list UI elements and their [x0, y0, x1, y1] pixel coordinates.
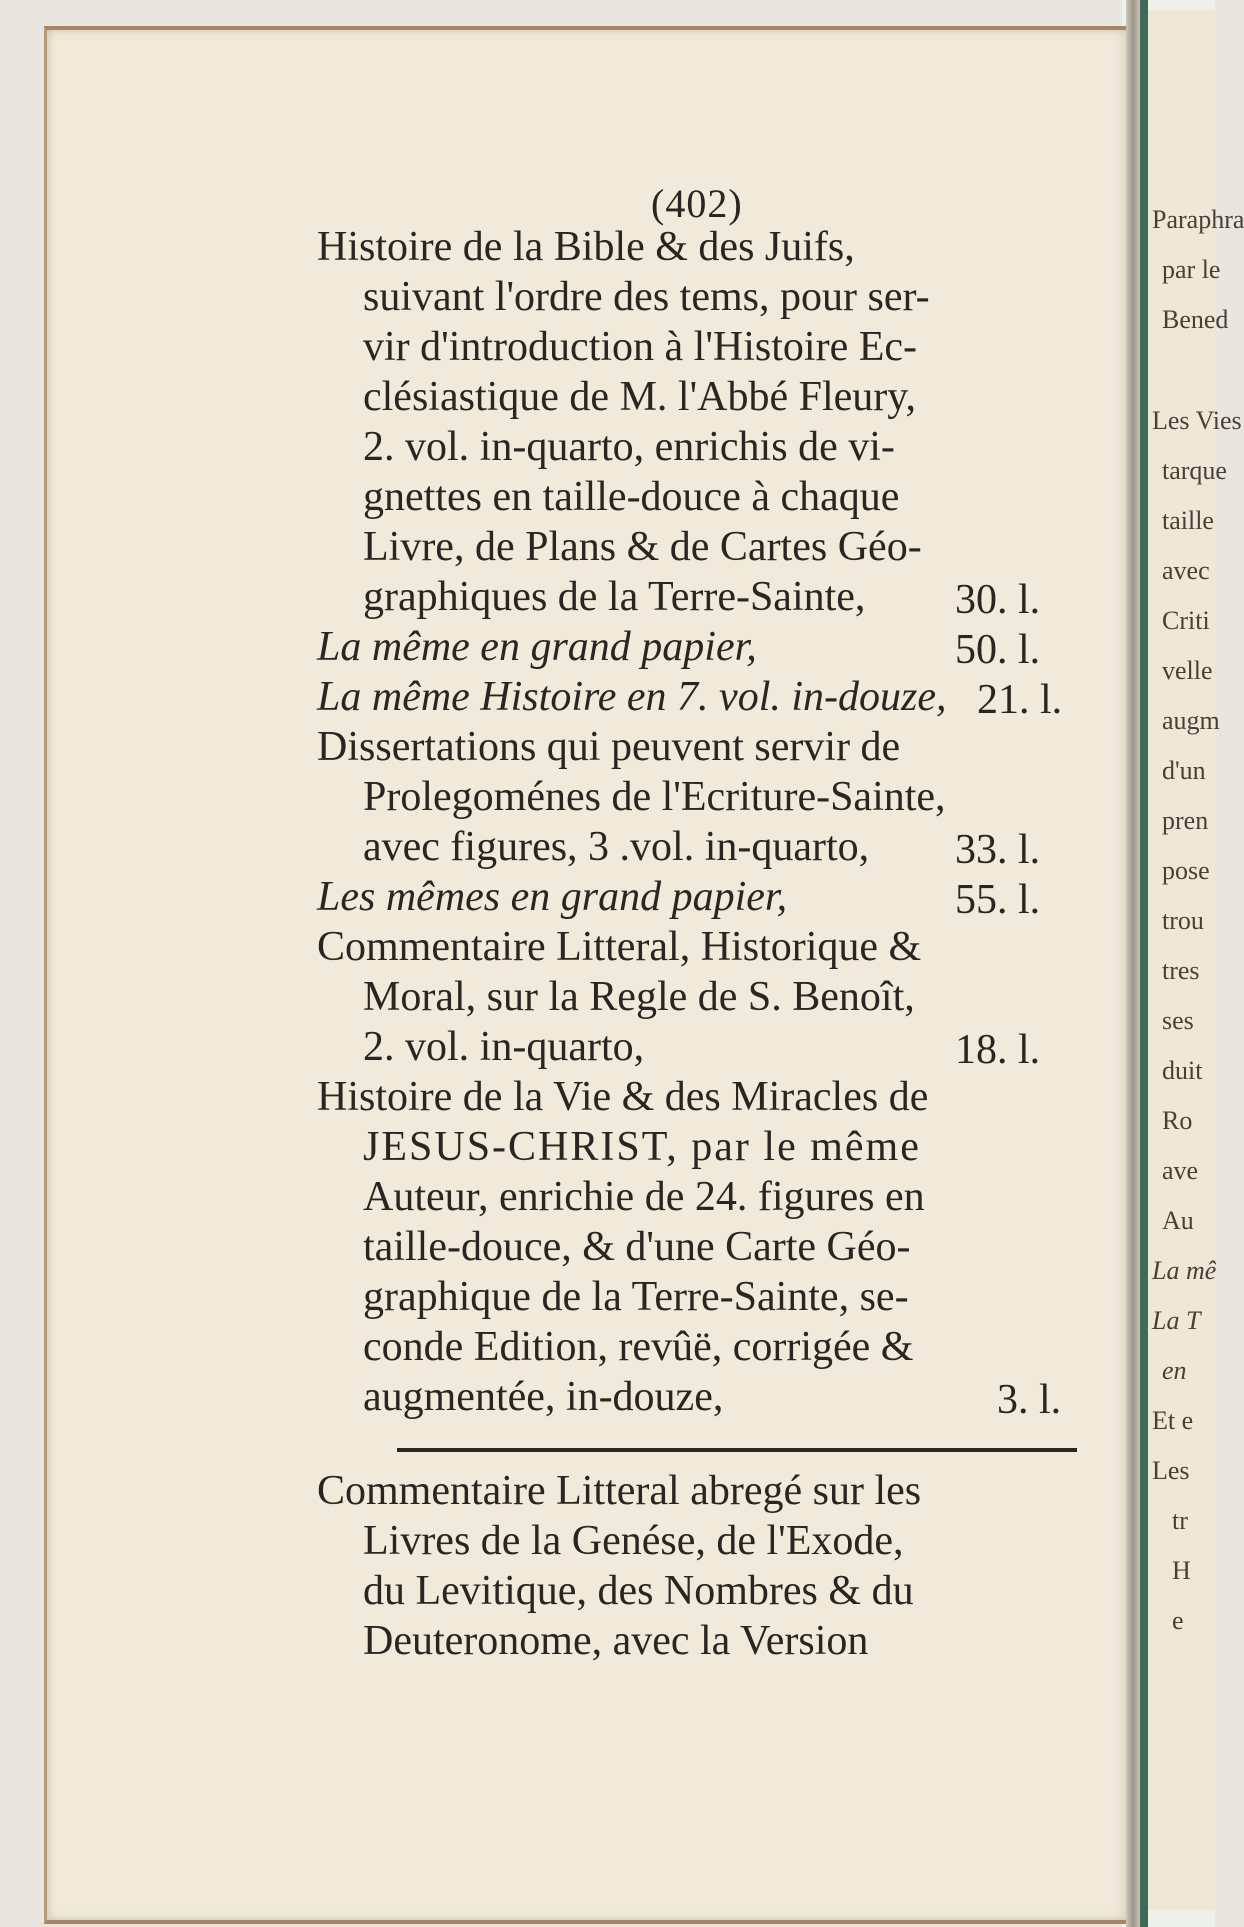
facing-page-word: avec — [1162, 556, 1210, 585]
facing-page-word: La T — [1152, 1306, 1201, 1335]
facing-page-word: ses — [1162, 1006, 1194, 1035]
entry-line: Auteur, enrichie de 24. figures en — [363, 1174, 925, 1220]
entry-line: augmentée, in-douze, — [363, 1374, 724, 1420]
facing-page-word: pose — [1162, 856, 1210, 885]
price: 55. l. — [955, 877, 1041, 923]
facing-page-word: augm — [1162, 706, 1220, 735]
facing-page-word: Les — [1152, 1456, 1190, 1485]
price: 3. l. — [997, 1377, 1062, 1423]
price: 21. l. — [977, 677, 1063, 723]
entry-line: Livre, de Plans & de Cartes Géo- — [363, 524, 922, 570]
entry-line: Histoire de la Vie & des Miracles de — [317, 1074, 929, 1120]
entry-line: clésiastique de M. l'Abbé Fleury, — [363, 374, 917, 420]
facing-page-word: Et e — [1152, 1406, 1194, 1435]
facing-page-word: tres — [1162, 956, 1200, 985]
entry-line: Moral, sur la Regle de S. Benoît, — [363, 974, 915, 1020]
entry-line: Livres de la Genése, de l'Exode, — [363, 1518, 904, 1564]
facing-page-word: tarque — [1162, 456, 1227, 485]
book-page — [44, 26, 1129, 1924]
facing-page-word: tr — [1172, 1506, 1188, 1535]
facing-page — [1148, 10, 1244, 1910]
entry-line: JESUS-CHRIST, par le même — [363, 1124, 921, 1170]
facing-page-word: par le — [1162, 255, 1221, 284]
facing-page-word: Criti — [1162, 606, 1210, 635]
entry-line: Deuteronome, avec la Version — [363, 1618, 869, 1664]
book-edge — [1140, 0, 1148, 1927]
entry-line: 2. vol. in-quarto, enrichis de vi- — [363, 424, 895, 470]
facing-page-word: taille — [1162, 506, 1214, 535]
price: 50. l. — [955, 627, 1041, 673]
facing-page-word: trou — [1162, 906, 1204, 935]
facing-page-word: Au — [1162, 1206, 1194, 1235]
facing-page-word: e — [1172, 1606, 1184, 1635]
price: 30. l. — [955, 577, 1041, 623]
facing-page-word: ave — [1162, 1156, 1199, 1185]
entry-line: gnettes en taille-douce à chaque — [363, 474, 900, 520]
facing-page-word: Bened — [1162, 305, 1229, 334]
facing-page-word: d'un — [1162, 756, 1206, 785]
facing-page-word: en — [1162, 1356, 1187, 1385]
catalogue-entries — [47, 30, 1129, 1920]
price: 33. l. — [955, 827, 1041, 873]
entry-line: Commentaire Litteral abregé sur les — [317, 1468, 922, 1514]
book-gutter — [1126, 0, 1140, 1927]
entry-line: conde Edition, revûë, corrigée & — [363, 1324, 914, 1370]
facing-page-word: Ro — [1162, 1106, 1193, 1135]
facing-page-word: pren — [1162, 806, 1209, 835]
entry-line: Les mêmes en grand papier, — [317, 874, 788, 920]
entry-line: Dissertations qui peuvent servir de — [317, 724, 901, 770]
entry-line: taille-douce, & d'une Carte Géo- — [363, 1224, 911, 1270]
facing-page-word: velle — [1162, 656, 1213, 685]
entry-line: du Levitique, des Nombres & du — [363, 1568, 914, 1614]
facing-page-word: Paraphra — [1152, 205, 1244, 234]
entry-line: vir d'introduction à l'Histoire Ec- — [363, 324, 917, 370]
entry-line: graphique de la Terre-Sainte, se- — [363, 1274, 909, 1320]
entry-line: avec figures, 3 .vol. in-quarto, — [363, 824, 870, 870]
entry-line: La même en grand papier, — [317, 624, 757, 670]
entry-line: Commentaire Litteral, Historique & — [317, 924, 922, 970]
entry-line: suivant l'ordre des tems, pour ser- — [363, 274, 930, 320]
facing-page-word: duit — [1162, 1056, 1203, 1085]
entry-line: Prolegoménes de l'Ecriture-Sainte, — [363, 774, 946, 820]
facing-page-word: La mê — [1152, 1256, 1217, 1285]
page-number: (402) — [651, 181, 743, 226]
entry-line: La même Histoire en 7. vol. in-douze, — [317, 674, 947, 720]
entry-line: graphiques de la Terre-Sainte, — [363, 574, 866, 620]
facing-page-word: H — [1172, 1556, 1191, 1585]
price: 18. l. — [955, 1027, 1041, 1073]
facing-page-word: Les Vies — [1152, 406, 1242, 435]
entry-line: Histoire de la Bible & des Juifs, — [317, 224, 855, 270]
section-rule — [397, 1448, 1077, 1452]
entry-line: 2. vol. in-quarto, — [363, 1024, 645, 1070]
